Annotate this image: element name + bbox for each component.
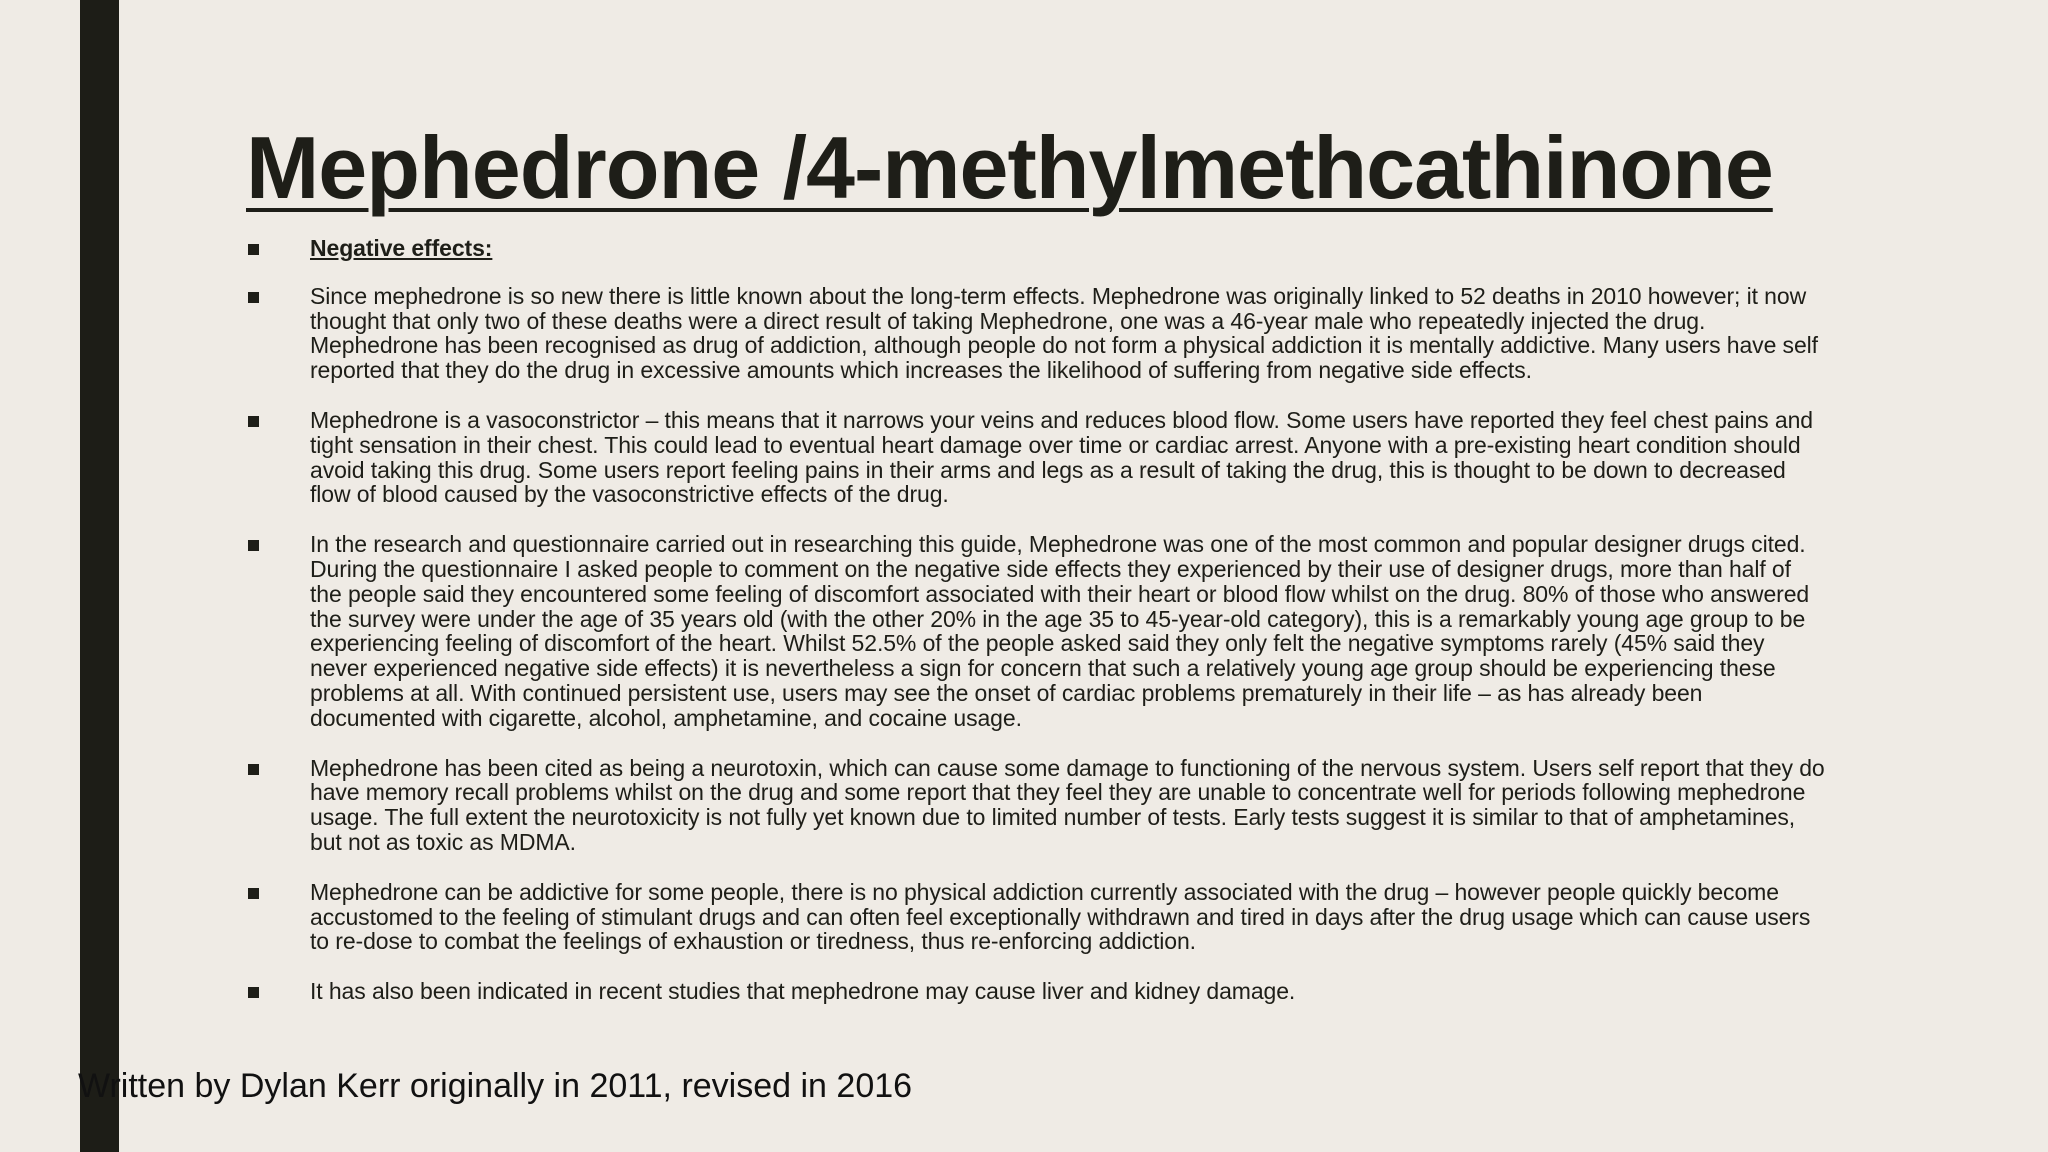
- bullet-item: [246, 756, 1826, 855]
- bullet-item: [246, 284, 1826, 383]
- bullet-heading: [246, 236, 1826, 261]
- bullet-text: In the research and questionnaire carried out in researching this guide, Mephedrone was one of the most common and popular designer drugs cited. During the questionnaire I asked people to comment on the negative side effects they experienced by their use of designer drugs, more than half of the people said they encountered some feeling of discomfort associated with their heart or blood flow whilst on the drug. 80% of those who answered the survey were under the age of 35 years old (with the other 20% in the age 35 to 45-year-old category), this is a remarkably young age group to be experiencing feeling of discomfort of the heart. Whilst 52.5% of the people asked said they only felt the negative symptoms rarely (45% said they never experienced negative side effects) it is nevertheless a sign for concern that such a relatively young age group should be experiencing these problems at all. With continued persistent use, users may see the onset of cardiac problems prematurely in their life – as has already been documented with cigarette, alcohol, amphetamine, and cocaine usage.: [310, 531, 1810, 731]
- square-bullet-icon: [248, 764, 259, 775]
- square-bullet-icon: [248, 888, 259, 899]
- bullet-text: Mephedrone is a vasoconstrictor – this means that it narrows your veins and reduces blood flow. Some users have reported they feel chest pains and tight sensation in their chest. This could lead to eventual heart damage over time or cardiac arrest. Anyone with a pre-existing heart condition should avoid taking this drug. Some users report feeling pains in their arms and legs as a result of taking the drug, this is thought to be down to decreased flow of blood caused by the vasoconstrictive effects of the drug.: [310, 406, 1813, 508]
- bullet-item: [246, 880, 1826, 954]
- bullet-text: Since mephedrone is so new there is little known about the long-term effects. Mephedrone was originally linked to 52 deaths in 2010 however; it now thought that only two of these deaths were a direct result of taking Mephedrone, one was a 46-year male who repeatedly injected the drug. Mephedrone has been recognised as drug of addiction, although people do not form a physical addiction it is mentally addictive. Many users have self reported that they do the drug in excessive amounts which increases the likelihood of suffering from negative side effects.: [310, 282, 1818, 384]
- square-bullet-icon: [248, 987, 259, 998]
- square-bullet-icon: [248, 292, 259, 303]
- slide-title: Mephedrone /4-methylmethcathinone: [246, 118, 1773, 217]
- bullet-text: Mephedrone has been cited as being a neurotoxin, which can cause some damage to functioning of the nervous system. Users self report that they do have memory recall problems whilst on the drug and some report that they feel they are unable to concentrate well for periods following mephedrone usage. The full extent the neurotoxicity is not fully yet known due to limited number of tests. Early tests suggest it is similar to that of amphetamines, but not as toxic as MDMA.: [310, 754, 1825, 855]
- bullet-text: It has also been indicated in recent studies that mephedrone may cause liver and kidney damage.: [310, 978, 1296, 1005]
- side-accent-bar: [80, 0, 119, 1152]
- bullet-item: [246, 408, 1826, 507]
- bullet-item: [246, 532, 1826, 730]
- bullet-item: [246, 979, 1826, 1004]
- square-bullet-icon: [248, 244, 259, 255]
- bullet-list: [246, 236, 1826, 1029]
- bullet-text: Mephedrone can be addictive for some people, there is no physical addiction currently associated with the drug – however people quickly become accustomed to the feeling of stimulant drugs and can often feel exceptionally withdrawn and tired in days after the drug usage which can cause users to re-dose to combat the feelings of exhaustion or tiredness, thus re-enforcing addiction.: [310, 878, 1811, 955]
- author-footer: Written by Dylan Kerr originally in 2011, revised in 2016: [78, 1067, 913, 1105]
- bullet-text: Negative effects:: [310, 235, 493, 261]
- square-bullet-icon: [248, 416, 259, 427]
- square-bullet-icon: [248, 540, 259, 551]
